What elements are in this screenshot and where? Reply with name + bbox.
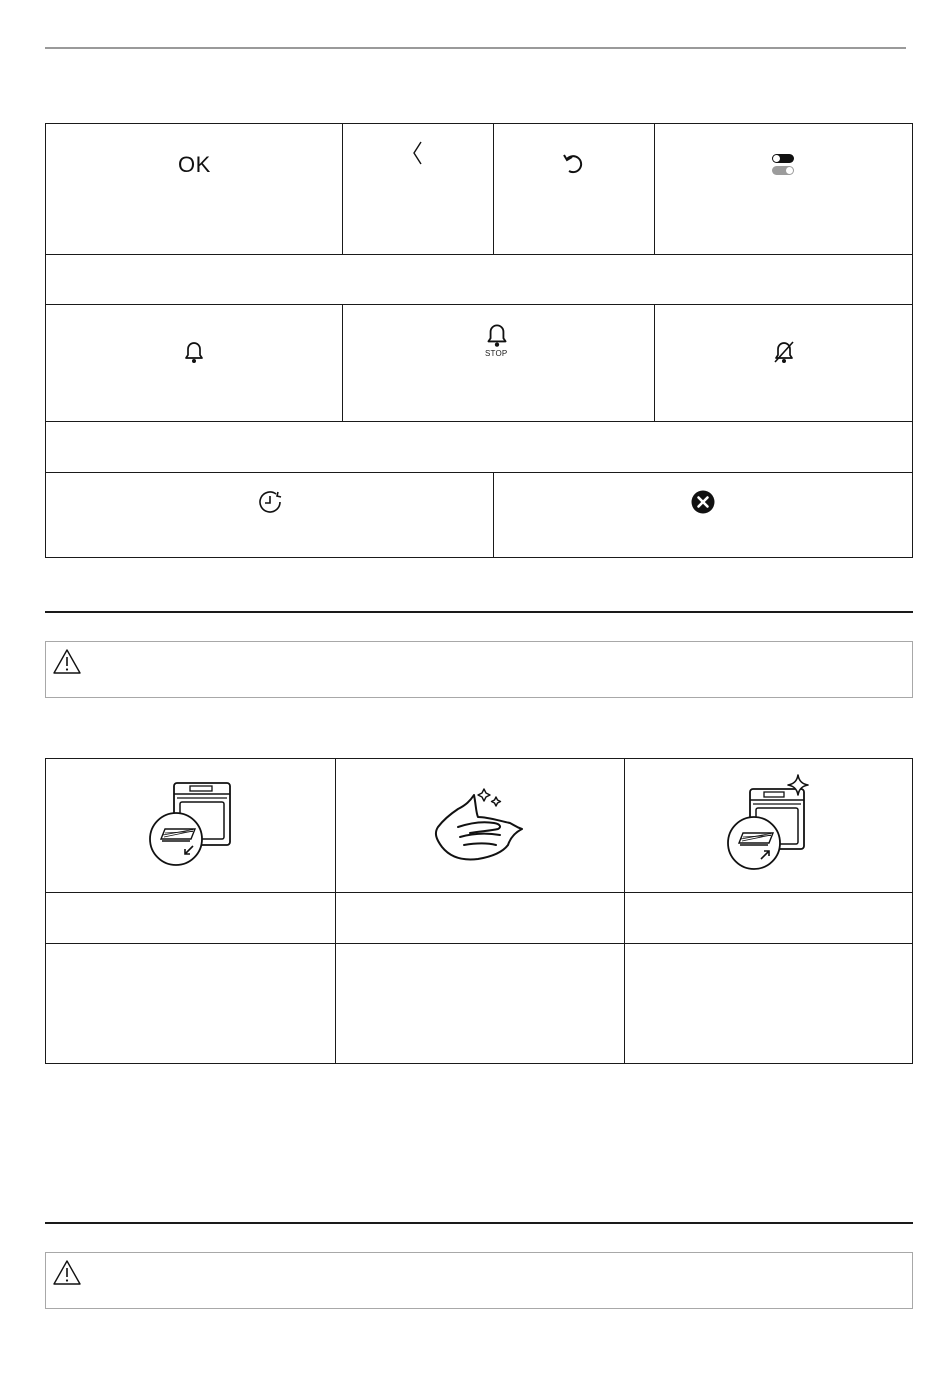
header-rule [45, 47, 906, 49]
close-circle-icon [691, 490, 715, 514]
section-rule-1 [45, 611, 913, 613]
wipe-hand-icon [430, 783, 530, 863]
undo-arrow-icon [560, 152, 584, 176]
warning-triangle-icon [52, 648, 82, 676]
section-rule-2 [45, 1222, 913, 1224]
ok-symbol: OK [178, 152, 211, 177]
warning-box-1 [45, 641, 913, 698]
back-chevron-icon [410, 139, 426, 167]
stop-label: STOP [485, 349, 508, 358]
insert-accessories-icon [724, 773, 816, 873]
remove-accessories-icon [146, 779, 238, 869]
clock-timer-icon [256, 488, 284, 516]
cleaning-table [45, 758, 913, 1064]
bell-stop-icon [482, 320, 512, 362]
warning-triangle-icon [52, 1259, 82, 1287]
warning-box-2 [45, 1252, 913, 1309]
bell-icon [182, 338, 206, 366]
bell-muted-icon [772, 338, 796, 366]
controls-table [45, 123, 913, 558]
toggle-switch-icon [770, 152, 796, 178]
